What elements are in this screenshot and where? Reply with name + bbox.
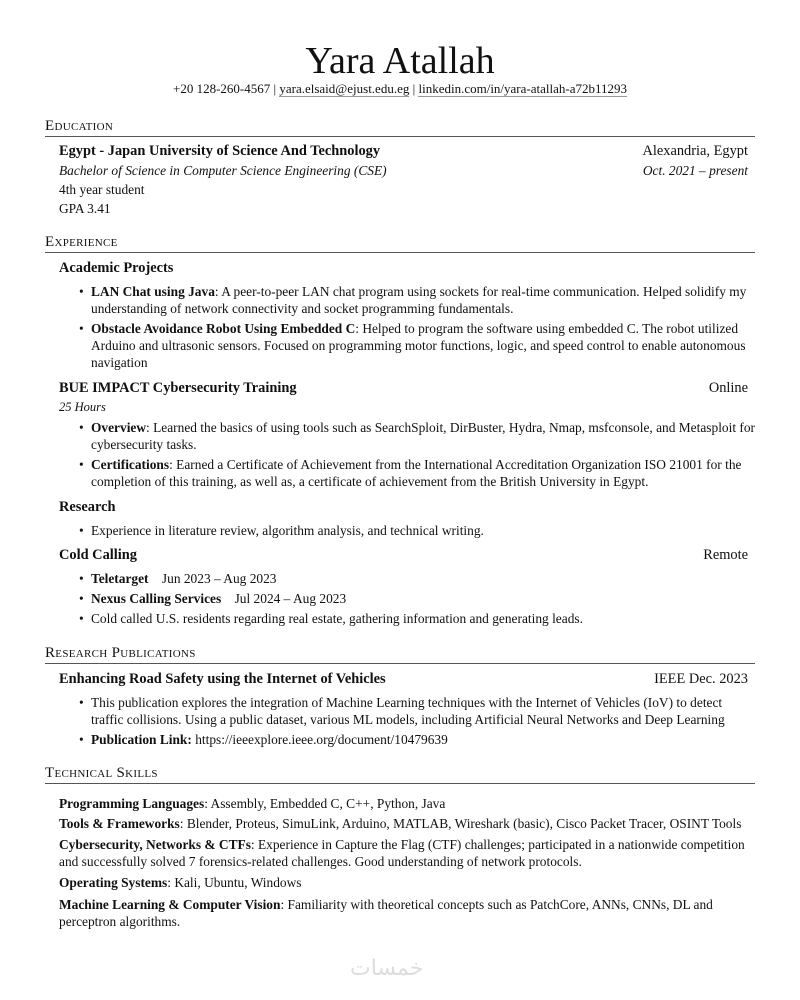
list-item: • Obstacle Avoidance Robot Using Embedded C: Helped to program the software using embedded C. The robot utilized Arduino and ultrasonic sensors. Focused on programming motor functions, logic, and speed control to enable autonomous navigation <box>79 321 746 370</box>
separator: | <box>412 81 416 96</box>
contact-line <box>0 80 800 97</box>
entry-header <box>59 379 748 398</box>
section-heading-skills: Technical Skills <box>45 763 755 784</box>
bullet: • <box>79 284 84 299</box>
skill-line: Tools & Frameworks: Blender, Proteus, SimuLink, Arduino, MATLAB, Wireshark (basic), Cisco Packet Tracer, OSINT Tools <box>59 816 742 831</box>
education-row <box>59 199 748 218</box>
paper-title: Enhancing Road Safety using the Internet of Vehicles <box>59 671 386 687</box>
separator: | <box>273 81 277 96</box>
skill-line: Machine Learning & Computer Vision: Familiarity with theoretical concepts such as PatchCore, ANNs, CNNs, DL and perceptron algorithms. <box>59 897 713 929</box>
entry-title: Academic Projects <box>59 260 174 276</box>
bullet: • <box>79 611 84 626</box>
list-item: • Certifications: Earned a Certificate of Achievement from the International Accreditation Organization ISO 21001 for the completion of this training, as well as, a certificate of achievement from the British University in Egypt. <box>79 457 742 489</box>
bullet: • <box>79 732 84 747</box>
entry-header <box>59 498 748 517</box>
email-link[interactable]: yara.elsaid@ejust.edu.eg <box>279 81 410 96</box>
bullet: • <box>79 591 84 606</box>
entry-title: BUE IMPACT Cybersecurity Training <box>59 380 297 396</box>
bullet: • <box>79 571 84 586</box>
education-row <box>59 180 748 199</box>
education-row <box>59 161 748 180</box>
linkedin-link[interactable]: linkedin.com/in/yara-atallah-a72b11293 <box>418 81 628 96</box>
bullet: • <box>79 695 84 710</box>
list-item: • Publication Link: https://ieeexplore.ieee.org/document/10479639 <box>79 732 448 747</box>
education-dates: Oct. 2021 – present <box>642 163 748 178</box>
skill-line: Programming Languages: Assembly, Embedded C, C++, Python, Java <box>59 796 446 811</box>
watermark-logo: خمسات <box>350 956 424 981</box>
school-location: Alexandria, Egypt <box>642 143 748 159</box>
skill-line: Operating Systems: Kali, Ubuntu, Windows <box>59 875 302 890</box>
list-item: • LAN Chat using Java: A peer-to-peer LAN chat program using sockets for real-time communication. Helped solidify my understanding of network connectivity and socket programming fundamentals. <box>79 284 747 316</box>
bullet: • <box>79 420 84 435</box>
skill-line: Cybersecurity, Networks & CTFs: Experience in Capture the Flag (CTF) challenges; participated in a nationwide competition and successfully solved 7 forensics-related challenges. Good understanding of network protocols. <box>59 837 745 869</box>
section-heading-experience: Experience <box>45 232 755 253</box>
education-row <box>59 142 748 161</box>
entry-location: Online <box>708 380 748 396</box>
entry-header <box>59 259 748 278</box>
bullet: • <box>79 523 84 538</box>
bullet: • <box>79 457 84 472</box>
paper-venue: IEEE Dec. 2023 <box>654 671 748 687</box>
publication-link[interactable]: https://ieeexplore.ieee.org/document/10479639 <box>195 732 448 747</box>
degree: Bachelor of Science in Computer Science Engineering (CSE) <box>59 163 387 178</box>
candidate-name: Yara Atallah <box>305 40 495 82</box>
list-item: • Teletarget Jun 2023 – Aug 2023 <box>79 571 277 586</box>
list-item: • Experience in literature review, algorithm analysis, and technical writing. <box>79 523 484 538</box>
list-item: • Overview: Learned the basics of using tools such as SearchSploit, DirBuster, Hydra, Nmap, msfconsole, and Metasploit for cybersecurity tasks. <box>79 420 756 452</box>
list-item: • Nexus Calling Services Jul 2024 – Aug 2023 <box>79 591 347 606</box>
list-item: • This publication explores the integration of Machine Learning techniques with the Internet of Vehicles (IoV) to detect traffic collisions. Using a public dataset, various ML models, including Artificial Neural Networks and Deep Learning <box>79 695 725 727</box>
entry-location: Remote <box>703 547 748 563</box>
entry-title: Research <box>59 499 116 515</box>
entry-subheader <box>59 398 748 417</box>
year-of-study: 4th year student <box>59 182 145 197</box>
phone: +20 128-260-4567 <box>172 81 271 96</box>
bullet: • <box>79 321 84 336</box>
entry-header <box>59 546 748 565</box>
entry-title: Cold Calling <box>59 547 137 563</box>
entry-duration: 25 Hours <box>59 400 106 414</box>
school-name: Egypt - Japan University of Science And Technology <box>59 143 381 159</box>
section-heading-education: Education <box>45 116 755 137</box>
entry-header <box>59 670 748 689</box>
gpa: GPA 3.41 <box>59 201 111 216</box>
list-item: • Cold called U.S. residents regarding real estate, gathering information and generating leads. <box>79 611 583 626</box>
section-heading-publications: Research Publications <box>45 643 755 664</box>
